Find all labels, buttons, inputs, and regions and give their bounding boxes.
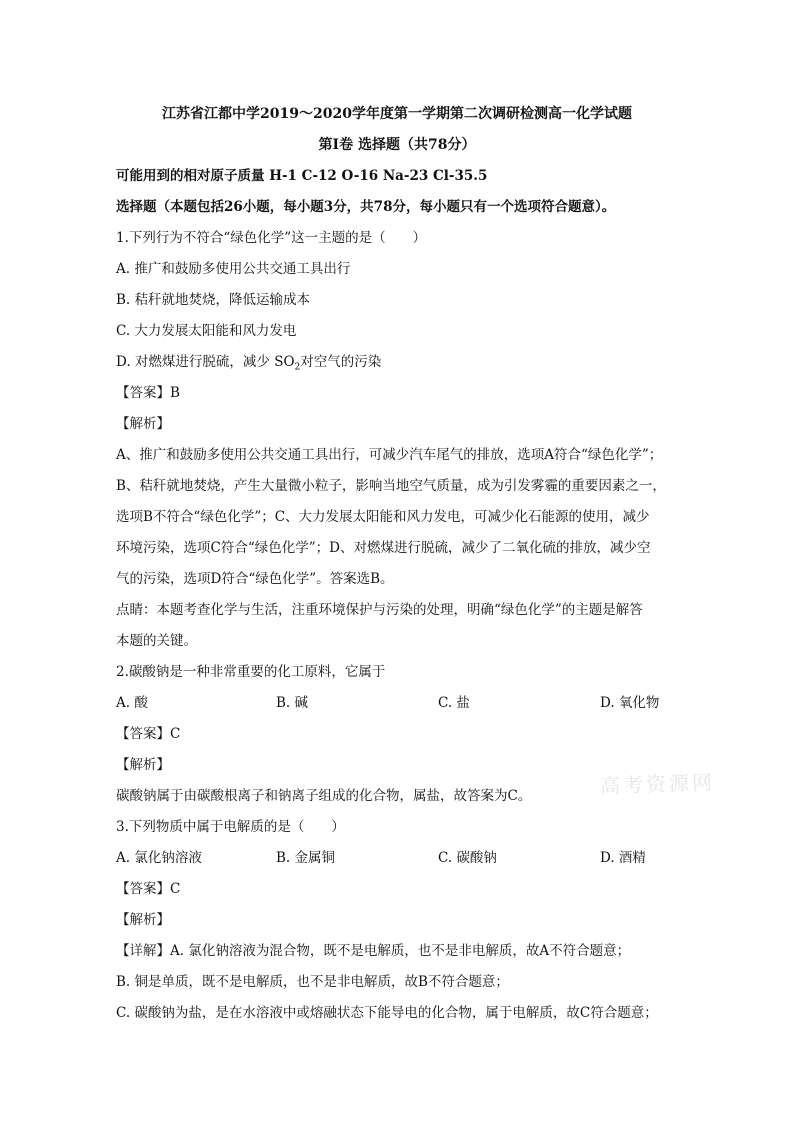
q1-analysis-line: 环境污染，选项C符合“绿色化学”；D、对燃煤进行脱硫，减少了二氧化硫的排放，减少空 [116, 540, 651, 556]
section-heading: 第Ⅰ卷 选择题（共78分） [318, 137, 476, 153]
q2-option-d: D. 氧化物 [600, 695, 660, 711]
q2-option-b: B. 碱 [276, 695, 309, 711]
q2-analysis: 碳酸钠属于由碳酸根离子和钠离子组成的化合物，属盐，故答案为C。 [116, 788, 532, 804]
q3-option-c: C. 碳酸钠 [438, 850, 497, 866]
q2-option-c: C. 盐 [438, 695, 470, 711]
q1-comment-line: 点睛：本题考查化学与生活，注重环境保护与污染的处理，明确“绿色化学”的主题是解答 [116, 602, 643, 618]
q3-analysis-label: 【解析】 [116, 912, 170, 928]
q3-analysis-line: B. 铜是单质，既不是电解质，也不是非电解质，故B不符合题意； [116, 974, 509, 990]
q3-option-b: B. 金属铜 [276, 850, 336, 866]
q1-answer: 【答案】B [116, 385, 180, 401]
q3-analysis-line: 【详解】A. 氯化钠溶液为混合物，既不是电解质，也不是非电解质，故A不符合题意； [116, 943, 631, 959]
q1-option-d-subscript: 2 [294, 362, 301, 373]
document-title: 江苏省江都中学2019～2020学年度第一学期第二次调研检测高一化学试题 [162, 106, 632, 122]
watermark: 高考资源网 [599, 769, 716, 798]
q2-answer: 【答案】C [116, 726, 181, 742]
q1-option-d-rest: 对空气的污染 [300, 354, 382, 370]
q3-option-d: D. 酒精 [600, 850, 646, 866]
q1-option-a: A. 推广和鼓励多使用公共交通工具出行 [116, 261, 351, 277]
q1-analysis-line: B、秸秆就地焚烧，产生大量微小粒子，影响当地空气质量，成为引发雾霾的重要因素之一， [116, 478, 666, 494]
q1-option-c: C. 大力发展太阳能和风力发电 [116, 323, 297, 339]
q1-analysis-line: 气的污染，选项D符合“绿色化学”。答案选B。 [116, 571, 394, 587]
q1-option-d-text: D. 对燃煤进行脱硫，减少 SO [116, 354, 295, 370]
q3-analysis-line: C. 碳酸钠为盐，是在水溶液中或熔融状态下能导电的化合物，属于电解质，故C符合题意； [116, 1005, 658, 1021]
q1-option-d [116, 353, 381, 377]
atomic-masses: 可能用到的相对原子质量 H-1 C-12 O-16 Na-23 Cl-35.5 [116, 168, 488, 184]
q1-analysis-line: A、推广和鼓励多使用公共交通工具出行，可减少汽车尾气的排放，选项A符合“绿色化学”； [116, 447, 663, 463]
q3-answer: 【答案】C [116, 881, 181, 897]
q1-analysis-line: 选项B不符合“绿色化学”；C、大力发展太阳能和风力发电，可减少化石能源的使用，减少 [116, 509, 650, 525]
q1-stem: 1.下列行为不符合“绿色化学”这一主题的是（ ） [116, 230, 427, 246]
q1-option-b: B. 秸秆就地焚烧，降低运输成本 [116, 292, 311, 308]
q2-analysis-label: 【解析】 [116, 757, 170, 773]
q1-comment-line: 本题的关键。 [116, 633, 197, 649]
q3-stem: 3.下列物质中属于电解质的是（ ） [116, 819, 345, 835]
q3-option-a: A. 氯化钠溶液 [116, 850, 202, 866]
q1-analysis-label: 【解析】 [116, 416, 170, 432]
q2-stem: 2.碳酸钠是一种非常重要的化工原料，它属于 [116, 664, 386, 680]
q2-option-a: A. 酸 [116, 695, 148, 711]
instructions: 选择题（本题包括26小题，每小题3分，共78分，每小题只有一个选项符合题意）。 [116, 199, 616, 215]
